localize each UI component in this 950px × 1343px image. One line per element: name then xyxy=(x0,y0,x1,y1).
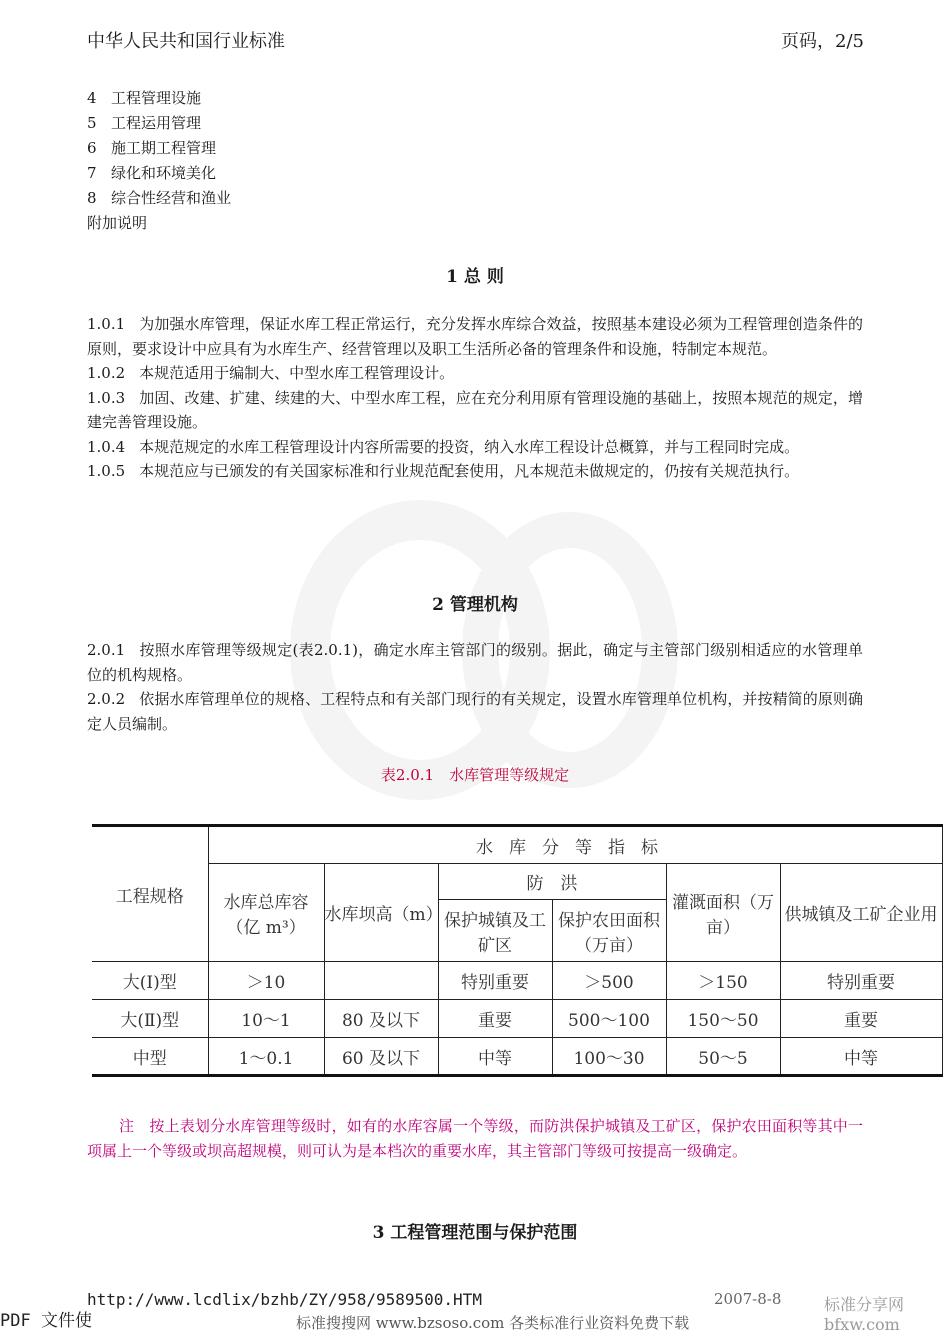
footer-pdf-label: PDF 文件使 xyxy=(0,1311,92,1331)
clause-1-0-5: 1.0.5 本规范应与已颁发的有关国家标准和行业规范配套使用，凡本规范未做规定的，仍按有关规范执行。 xyxy=(87,462,800,480)
header-protect-farmland: 保护农田面积（万亩） xyxy=(552,900,666,962)
clause-1-0-4: 1.0.4 本规范规定的水库工程管理设计内容所需要的投资，纳入水库工程设计总概算，并与工程同时完成。 xyxy=(87,437,800,456)
header-protect-city: 保护城镇及工矿区 xyxy=(438,900,552,962)
toc-item[interactable]: 6 施工期工程管理 xyxy=(87,139,217,157)
header-water-supply: 供城镇及工矿企业用 xyxy=(780,864,942,962)
header-scale: 工程规格 xyxy=(92,826,208,962)
toc-item[interactable]: 8 综合性经营和渔业 xyxy=(87,189,232,207)
header-group-indicators: 水库分等指标 xyxy=(208,826,942,864)
section-1-body xyxy=(87,312,863,484)
footer-url-link[interactable]: http://www.lcdlix/bzhb/ZY/958/9589500.HTM xyxy=(87,1290,482,1309)
clause-2-0-1: 2.0.1 按照水库管理等级规定(表2.0.1)，确定水库主管部门的级别。据此，确定与主管部门级别相适应的水管理单位的机构规格。 xyxy=(87,641,863,684)
header-capacity: 水库总库容（亿 m³） xyxy=(208,864,324,962)
table-note: 注 按上表划分水库管理等级时，如有的水库容属一个等级，而防洪保护城镇及工矿区，保护农田面积等其中一项属上一个等级或坝高超规模，则可认为是本档次的重要水库，其主管部门等级可按提高一级确定。 xyxy=(87,1117,863,1160)
table-row: 中型 1～0.1 60 及以下 中等 100～30 50～5 中等 xyxy=(92,1038,942,1076)
section-2-title: 2 管理机构 xyxy=(432,595,518,615)
page-indicator: 页码，2/5 xyxy=(781,31,864,52)
toc-item[interactable]: 5 工程运用管理 xyxy=(87,114,202,132)
header-flood-control: 防 洪 xyxy=(438,864,666,900)
footer-date: 2007-8-8 xyxy=(714,1290,782,1308)
clause-1-0-3: 1.0.3 加固、改建、扩建、续建的大、中型水库工程，应在充分利用原有管理设施的基础上，按照本规范的规定，增建完善管理设施。 xyxy=(87,388,863,431)
footer-watermark: 标准分享网 bfxw.com xyxy=(824,1295,905,1334)
section-3-title: 3 工程管理范围与保护范围 xyxy=(372,1223,578,1243)
toc-item[interactable]: 4 工程管理设施 xyxy=(87,89,202,107)
toc-item[interactable]: 附加说明 xyxy=(87,214,148,232)
table-of-contents xyxy=(87,86,231,236)
footer-site-link[interactable]: 标准搜搜网 www.bzsoso.com 各类标准行业资料免费下载 xyxy=(296,1314,690,1332)
document-header-title: 中华人民共和国行业标准 xyxy=(87,31,285,52)
table-caption: 表2.0.1 水库管理等级规定 xyxy=(380,766,570,784)
header-dam-height: 水库坝高（m） xyxy=(324,864,438,962)
table-row: 大(Ⅱ)型 10～1 80 及以下 重要 500～100 150～50 重要 xyxy=(92,1000,942,1038)
table-row: 大(Ⅰ)型 ＞10 特别重要 ＞500 ＞150 特别重要 xyxy=(92,962,942,1000)
clause-1-0-2: 1.0.2 本规范适用于编制大、中型水库工程管理设计。 xyxy=(87,364,455,382)
reservoir-grade-table xyxy=(92,824,938,1080)
clause-2-0-2: 2.0.2 依据水库管理单位的规格、工程特点和有关部门现行的有关规定，设置水库管理单位机构，并按精简的原则确定人员编制。 xyxy=(87,690,863,733)
header-irrigation: 灌溉面积（万亩） xyxy=(666,864,780,962)
clause-1-0-1: 1.0.1 为加强水库管理，保证水库工程正常运行，充分发挥水库综合效益，按照基本建设必须为工程管理创造条件的原则，要求设计中应具有为水库生产、经营管理以及职工生活所必备的管理条件和设施，特制定本规范。 xyxy=(87,315,863,358)
section-2-body xyxy=(87,638,863,736)
toc-item[interactable]: 7 绿化和环境美化 xyxy=(87,164,217,182)
section-1-title: 1 总 则 xyxy=(446,267,504,287)
